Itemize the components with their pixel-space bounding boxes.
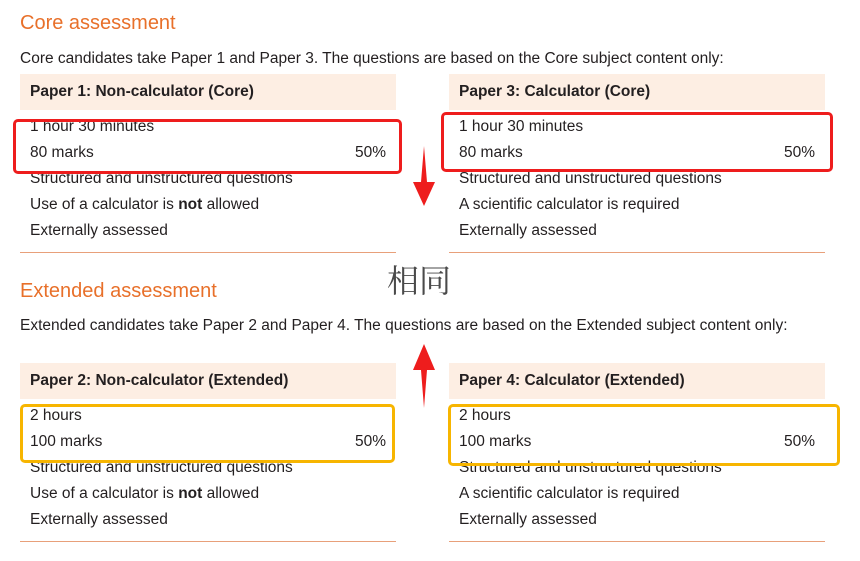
paper-4-question-type: Structured and unstructured questions — [459, 459, 722, 476]
paper-1-card — [20, 74, 396, 253]
paper-2-title: Paper 2: Non-calculator (Extended) — [20, 363, 396, 399]
paper-2-marks-row — [20, 429, 396, 455]
paper-2-assessment: Externally assessed — [30, 511, 168, 528]
paper-3-question-type: Structured and unstructured questions — [459, 170, 722, 187]
paper-1-marks: 80 marks — [30, 144, 94, 161]
paper-2-calculator: Use of a calculator is not allowed — [30, 485, 260, 502]
paper-1-calculator: Use of a calculator is not allowed — [30, 196, 260, 213]
paper-3-marks-row — [449, 140, 825, 166]
paper-2-weight: 50% — [354, 433, 386, 450]
paper-3-calculator: A scientific calculator is required — [459, 196, 680, 213]
arrow-down-icon — [412, 146, 436, 206]
paper-3-title: Paper 3: Calculator (Core) — [449, 74, 825, 110]
paper-3-assessment: Externally assessed — [459, 222, 597, 239]
arrow-up-icon — [412, 344, 436, 408]
paper-1-title: Paper 1: Non-calculator (Core) — [20, 74, 396, 110]
paper-4-calculator: A scientific calculator is required — [459, 485, 680, 502]
extended-heading: Extended assessment — [20, 280, 217, 302]
paper-1-assessment: Externally assessed — [30, 222, 168, 239]
paper-4-weight: 50% — [783, 433, 815, 450]
paper-3-marks: 80 marks — [459, 144, 523, 161]
paper-4-divider — [449, 541, 825, 542]
paper-2-marks: 100 marks — [30, 433, 103, 450]
paper-4-card — [449, 363, 825, 542]
core-intro: Core candidates take Paper 1 and Paper 3. The questions are based on the Core subject content only: — [20, 50, 724, 67]
extended-intro: Extended candidates take Paper 2 and Paper 4. The questions are based on the Extended subject content only: — [20, 317, 788, 334]
paper-4-assessment: Externally assessed — [459, 511, 597, 528]
paper-3-weight: 50% — [783, 144, 815, 161]
paper-1-marks-row — [20, 140, 396, 166]
paper-4-marks: 100 marks — [459, 433, 532, 450]
paper-1-duration: 1 hour 30 minutes — [30, 118, 155, 135]
paper-2-question-type: Structured and unstructured questions — [30, 459, 293, 476]
paper-4-marks-row — [449, 429, 825, 455]
paper-2-duration: 2 hours — [30, 407, 82, 424]
paper-3-duration: 1 hour 30 minutes — [459, 118, 584, 135]
same-note-label: 相同 — [387, 262, 452, 300]
paper-3-divider — [449, 252, 825, 253]
core-heading: Core assessment — [20, 12, 176, 34]
paper-2-card — [20, 363, 396, 542]
paper-1-divider — [20, 252, 396, 253]
paper-3-card — [449, 74, 825, 253]
paper-4-duration: 2 hours — [459, 407, 511, 424]
paper-1-weight: 50% — [354, 144, 386, 161]
paper-1-question-type: Structured and unstructured questions — [30, 170, 293, 187]
paper-2-divider — [20, 541, 396, 542]
paper-4-title: Paper 4: Calculator (Extended) — [449, 363, 825, 399]
